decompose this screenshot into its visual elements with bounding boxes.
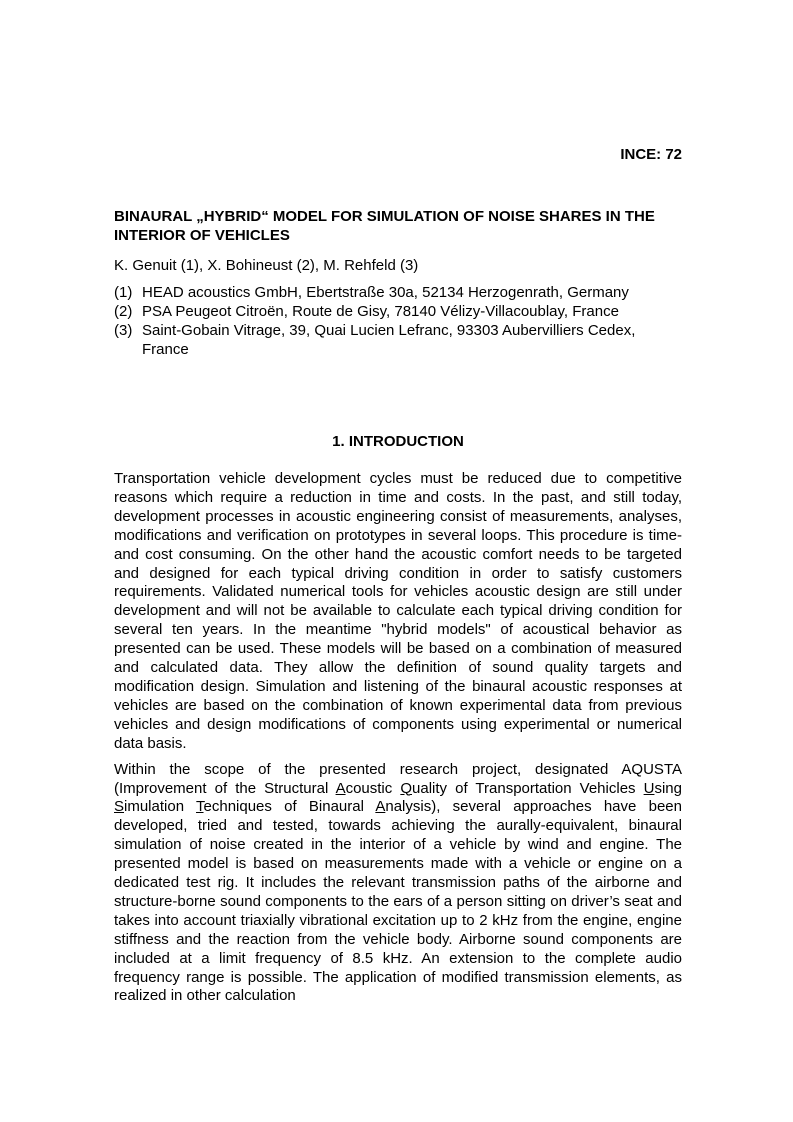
affiliation-number: (1) — [114, 284, 133, 301]
conference-id: INCE: 72 — [620, 146, 682, 163]
underlined-letter: Q — [400, 779, 413, 797]
text-run: nalysis), several approaches have been developed, tried and tested, towards achieving the aurally-equivalent, binaural simulation of noise created in the interior of a vehicle by wind and engine. The presented model is based on measurements made with a vehicle or engine on a dedicated test rig. It includes the relevant transmission paths of the airborne and structure-borne sound components to the ears of a person sitting on driver’s seat and takes into account triaxially vibrational excitation up to 2 kHz from the engine, engine stiffness and the reaction from the vehicle body. Airborne sound components are included at a limit frequency of 8.5 kHz. An extension to the complete audio frequency range is possible. The application of modified transmission elements, as realized in other calculation — [114, 798, 682, 1005]
body-paragraph — [114, 761, 682, 1007]
section-heading: 1. INTRODUCTION — [332, 433, 464, 450]
text-run: coustic — [345, 779, 401, 797]
underlined-letter: T — [196, 798, 204, 816]
text-run: uality of Transportation Vehicles — [412, 779, 644, 797]
author-list: K. Genuit (1), X. Bohineust (2), M. Rehfeld (3) — [114, 257, 419, 274]
underlined-letter: A — [375, 798, 386, 816]
text-run: sing — [654, 779, 682, 797]
underlined-letter: S — [114, 798, 125, 816]
affiliation-item — [114, 321, 682, 359]
affiliation-list — [114, 283, 682, 359]
body-paragraph: Transportation vehicle development cycles must be reduced due to competitive reasons which require a reduction in time and costs. In the past, and still today, development processes in acoustic engineering consist of measurements, analyses, modifications and verification on prototypes in several loops. This procedure is time- and cost consuming. On the other hand the acoustic comfort needs to be targeted and designed for each typical driving condition in order to satisfy customers requirements. Validated numerical tools for vehicles acoustic design are still under development and will not be available to calculate each typical driving condition for several ten years. In the meantime "hybrid models" of acoustical behavior as presented can be used. These models will be based on a combination of measured and calculated data. They allow the definition of sound quality targets and modification design. Simulation and listening of the binaural acoustic responses at vehicles are based on the combination of known experimental data from previous vehicles and design modifications of components using experimental or numerical data basis. — [114, 470, 682, 752]
paper-title: BINAURAL „HYBRID“ MODEL FOR SIMULATION OF NOISE SHARES IN THE INTERIOR OF VEHICLES — [114, 208, 655, 244]
text-run: echniques of Binaural — [203, 798, 376, 816]
affiliation-item — [114, 283, 682, 302]
affiliation-number: (2) — [114, 303, 133, 320]
text-run: Within the scope of the presented research project, designated AQUSTA (Improvement of the Structural — [114, 760, 682, 797]
affiliation-text: PSA Peugeot Citroën, Route de Gisy, 78140 Vélizy-Villacoublay, France — [142, 303, 619, 320]
section-body — [114, 470, 682, 1013]
affiliation-item — [114, 302, 682, 321]
underlined-letter: A — [335, 779, 346, 797]
affiliation-number: (3) — [114, 322, 133, 339]
affiliation-text: Saint-Gobain Vitrage, 39, Quai Lucien Lefranc, 93303 Aubervilliers Cedex, France — [142, 322, 636, 358]
underlined-letter: U — [643, 779, 655, 797]
affiliation-text: HEAD acoustics GmbH, Ebertstraße 30a, 52134 Herzogenrath, Germany — [142, 284, 629, 301]
text-run: imulation — [124, 798, 197, 816]
